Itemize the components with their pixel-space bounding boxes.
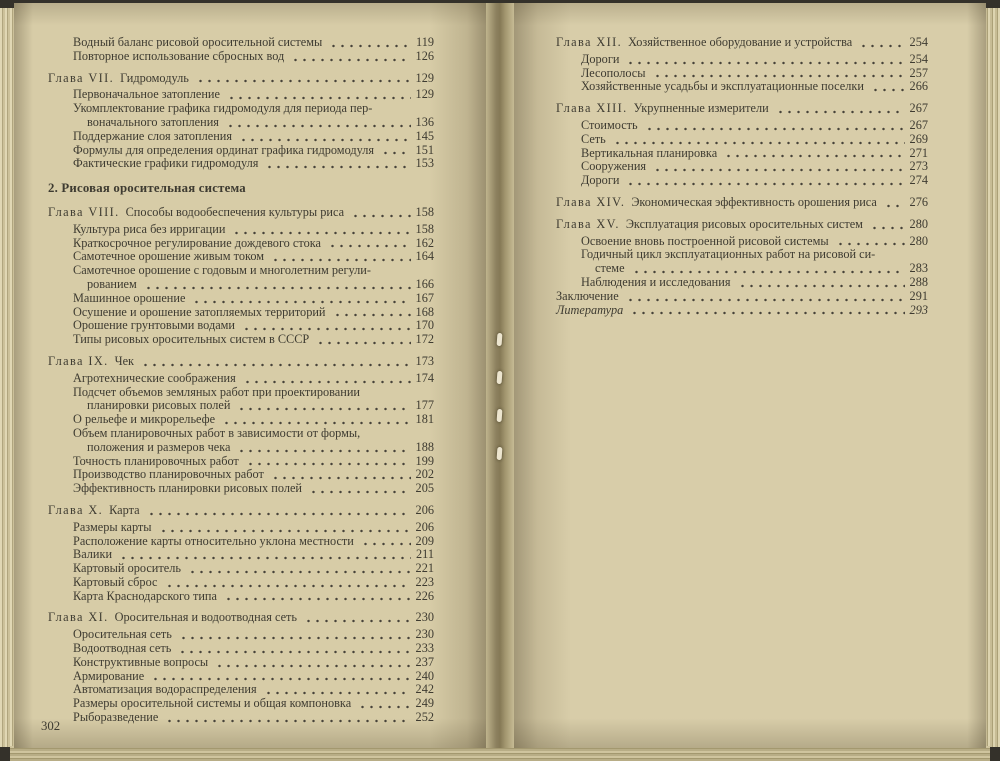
toc-right-column bbox=[556, 36, 928, 317]
dot-leader bbox=[178, 650, 410, 654]
toc-entry bbox=[48, 656, 434, 670]
right-page bbox=[514, 3, 986, 748]
stitch-mark bbox=[497, 409, 503, 422]
entry-page-number: 158 bbox=[415, 204, 434, 219]
toc-entry bbox=[48, 468, 434, 482]
entry-title: Дороги bbox=[581, 51, 620, 66]
toc-entry bbox=[48, 306, 434, 320]
dot-leader bbox=[309, 490, 411, 494]
dot-leader bbox=[179, 636, 411, 640]
dot-leader bbox=[237, 407, 410, 411]
dot-leader bbox=[271, 258, 411, 262]
entry-page-number: 276 bbox=[909, 194, 928, 209]
entry-title: Оросительная и водоотводная сеть bbox=[114, 610, 298, 625]
toc-entry bbox=[556, 147, 928, 161]
toc-chapter-entry bbox=[48, 206, 434, 220]
entry-title: Культура риса без ирригации bbox=[73, 221, 226, 236]
entry-title: Повторное использование сбросных вод bbox=[73, 48, 285, 63]
entry-page-number: 230 bbox=[415, 627, 434, 642]
entry-title: Гидромодуль bbox=[120, 70, 189, 85]
entry-title: Укрупненные измерители bbox=[633, 101, 769, 116]
entry-page-number: 252 bbox=[415, 710, 434, 725]
entry-title: Типы рисовых оросительных систем в СССР bbox=[73, 332, 310, 347]
entry-title: Лесополосы bbox=[581, 65, 646, 80]
entry-title: Расположение карты относительно уклона местности bbox=[73, 533, 354, 548]
entry-page-number: 145 bbox=[415, 128, 434, 143]
entry-title: Сооружения bbox=[581, 159, 647, 174]
toc-entry bbox=[48, 250, 434, 264]
page-edge-left bbox=[0, 8, 14, 747]
entry-title: Конструктивные вопросы bbox=[73, 654, 209, 669]
toc-chapter-entry bbox=[556, 196, 928, 210]
toc-entry bbox=[48, 386, 434, 400]
toc-entry bbox=[556, 290, 928, 304]
dot-leader bbox=[226, 124, 411, 128]
entry-title: Водный баланс рисовой оросительной системы bbox=[73, 35, 323, 49]
toc-entry bbox=[556, 119, 928, 133]
dot-leader bbox=[884, 204, 905, 208]
entry-page-number: 230 bbox=[415, 610, 434, 625]
toc-entry bbox=[556, 262, 928, 276]
dot-leader bbox=[243, 380, 411, 384]
entry-page-number: 267 bbox=[909, 101, 928, 116]
dot-leader bbox=[264, 691, 411, 695]
entry-title: Армирование bbox=[73, 668, 145, 683]
dot-leader bbox=[304, 619, 411, 623]
entry-title: Рыборазведение bbox=[73, 710, 159, 725]
entry-title: Автоматизация водораспределения bbox=[73, 682, 257, 697]
entry-page-number: 202 bbox=[415, 467, 434, 482]
entry-page-number: 158 bbox=[415, 221, 434, 236]
entry-page-number: 240 bbox=[415, 668, 434, 683]
entry-page-number: 233 bbox=[415, 641, 434, 656]
dot-leader bbox=[119, 556, 411, 560]
toc-entry bbox=[48, 399, 434, 413]
dot-leader bbox=[141, 363, 411, 367]
entry-title: Способы водообеспечения культуры риса bbox=[125, 204, 345, 219]
toc-entry bbox=[48, 482, 434, 496]
dot-leader bbox=[242, 327, 411, 331]
toc-entry bbox=[48, 413, 434, 427]
dot-leader bbox=[361, 542, 411, 546]
entry-page-number: 209 bbox=[415, 533, 434, 548]
book-gutter bbox=[486, 3, 514, 748]
entry-title: Размеры карты bbox=[73, 519, 152, 534]
entry-title: Самотечное орошение с годовым и многолетним регули- bbox=[73, 263, 371, 278]
entry-page-number: 174 bbox=[415, 370, 434, 385]
dot-leader bbox=[645, 127, 905, 131]
toc-entry bbox=[556, 67, 928, 81]
toc-entry bbox=[556, 235, 928, 249]
entry-page-number: 221 bbox=[415, 561, 434, 576]
toc-entry bbox=[48, 628, 434, 642]
dot-leader bbox=[222, 421, 410, 425]
toc-chapter-entry bbox=[48, 504, 434, 518]
page-number: 302 bbox=[41, 719, 61, 733]
entry-page-number: 188 bbox=[415, 439, 434, 454]
toc-entry bbox=[48, 441, 434, 455]
dot-leader bbox=[232, 231, 410, 235]
entry-page-number: 266 bbox=[909, 79, 928, 94]
chapter-label: Глава VIII. bbox=[48, 204, 120, 219]
entry-title: Хозяйственное оборудование и устройства bbox=[628, 35, 853, 49]
entry-page-number: 254 bbox=[909, 51, 928, 66]
entry-page-number: 280 bbox=[909, 233, 928, 248]
chapter-label: Глава VII. bbox=[48, 70, 115, 85]
entry-title: Агротехнические соображения bbox=[73, 370, 236, 385]
entry-title: воначального затопления bbox=[87, 114, 219, 129]
entry-page-number: 267 bbox=[909, 117, 928, 132]
dot-leader bbox=[271, 476, 411, 480]
dot-leader bbox=[776, 110, 905, 114]
entry-title: Краткосрочное регулирование дождевого стока bbox=[73, 235, 321, 250]
toc-chapter-entry bbox=[48, 72, 434, 86]
entry-title: Литература bbox=[556, 302, 624, 317]
dot-leader bbox=[147, 512, 411, 516]
dot-leader bbox=[836, 242, 905, 246]
entry-page-number: 237 bbox=[415, 654, 434, 669]
dot-leader bbox=[215, 664, 410, 668]
dot-leader bbox=[613, 141, 905, 145]
entry-title: Поддержание слоя затопления bbox=[73, 128, 233, 143]
dot-leader bbox=[192, 300, 410, 304]
dot-leader bbox=[871, 88, 905, 92]
entry-title: Эффективность планировки рисовых полей bbox=[73, 481, 302, 496]
entry-page-number: 129 bbox=[415, 70, 434, 85]
toc-chapter-entry bbox=[556, 218, 928, 232]
toc-entry bbox=[48, 562, 434, 576]
chapter-label: Глава XIII. bbox=[556, 101, 628, 116]
toc-entry bbox=[48, 144, 434, 158]
dot-leader bbox=[188, 570, 411, 574]
toc-entry bbox=[48, 711, 434, 725]
toc-entry bbox=[48, 116, 434, 130]
dot-leader bbox=[165, 719, 410, 723]
entry-title: Производство планировочных работ bbox=[73, 467, 264, 482]
entry-title: Заключение bbox=[556, 288, 619, 303]
entry-title: Оросительная сеть bbox=[73, 627, 172, 642]
entry-page-number: 119 bbox=[416, 35, 434, 49]
toc-entry bbox=[556, 276, 928, 290]
dot-leader bbox=[328, 244, 411, 248]
entry-page-number: 271 bbox=[909, 145, 928, 160]
toc-entry bbox=[48, 670, 434, 684]
entry-title: Укомплектование графика гидромодуля для периода пер- bbox=[73, 101, 373, 116]
page-edge-right bbox=[986, 8, 1000, 747]
entry-page-number: 242 bbox=[415, 682, 434, 697]
entry-page-number: 170 bbox=[415, 318, 434, 333]
entry-title: Водоотводная сеть bbox=[73, 641, 172, 656]
toc-entry bbox=[556, 53, 928, 67]
entry-page-number: 283 bbox=[909, 261, 928, 276]
toc-entry bbox=[48, 102, 434, 116]
dot-leader bbox=[237, 449, 410, 453]
dot-leader bbox=[246, 462, 411, 466]
entry-page-number: 288 bbox=[909, 274, 928, 289]
entry-page-number: 173 bbox=[415, 353, 434, 368]
entry-page-number: 211 bbox=[416, 547, 434, 562]
entry-page-number: 172 bbox=[415, 332, 434, 347]
entry-title: Орошение грунтовыми водами bbox=[73, 318, 236, 333]
dot-leader bbox=[626, 298, 905, 302]
toc-entry bbox=[48, 683, 434, 697]
toc-entry bbox=[48, 157, 434, 171]
dot-leader bbox=[632, 270, 905, 274]
toc-entry bbox=[556, 160, 928, 174]
toc-entry bbox=[556, 248, 928, 262]
entry-title: Чек bbox=[114, 353, 135, 368]
stitch-mark bbox=[497, 371, 503, 384]
toc-entry bbox=[48, 372, 434, 386]
toc-entry bbox=[48, 521, 434, 535]
entry-page-number: 254 bbox=[909, 35, 928, 49]
entry-title: Экономическая эффективность орошения риса bbox=[631, 194, 877, 209]
toc-entry bbox=[48, 427, 434, 441]
entry-page-number: 199 bbox=[415, 453, 434, 468]
dot-leader bbox=[265, 165, 410, 169]
chapter-label: Глава XIV. bbox=[556, 194, 626, 209]
dot-leader bbox=[333, 313, 411, 317]
toc-entry bbox=[48, 576, 434, 590]
entry-title: Размеры оросительной системы и общая компоновка bbox=[73, 696, 352, 711]
dot-leader bbox=[144, 286, 411, 290]
entry-page-number: 153 bbox=[415, 156, 434, 171]
entry-page-number: 280 bbox=[909, 216, 928, 231]
toc-entry bbox=[48, 455, 434, 469]
chapter-label: Глава XI. bbox=[48, 610, 109, 625]
toc-entry bbox=[48, 278, 434, 292]
entry-title: Наблюдения и исследования bbox=[581, 274, 731, 289]
entry-title: Первоначальное затопление bbox=[73, 87, 220, 102]
chapter-label: Глава XII. bbox=[556, 35, 623, 49]
chapter-label: Глава IX. bbox=[48, 353, 109, 368]
toc-chapter-entry bbox=[48, 355, 434, 369]
entry-title: рованием bbox=[87, 276, 137, 291]
entry-page-number: 126 bbox=[415, 48, 434, 63]
toc-entry bbox=[48, 642, 434, 656]
dot-leader bbox=[358, 705, 410, 709]
entry-title: Картовый ороситель bbox=[73, 561, 181, 576]
toc-entry bbox=[48, 264, 434, 278]
entry-title: Фактические графики гидромодуля bbox=[73, 156, 259, 171]
entry-title: О рельефе и микрорельефе bbox=[73, 412, 216, 427]
toc-entry bbox=[48, 548, 434, 562]
entry-title: 2. Рисовая оросительная система bbox=[48, 181, 246, 196]
entry-title: Валики bbox=[73, 547, 113, 562]
toc-entry bbox=[48, 590, 434, 604]
entry-page-number: 136 bbox=[415, 114, 434, 129]
entry-page-number: 181 bbox=[415, 412, 434, 427]
entry-title: стеме bbox=[595, 261, 625, 276]
entry-page-number: 274 bbox=[909, 173, 928, 188]
entry-title: положения и размеров чека bbox=[87, 439, 231, 454]
toc-entry bbox=[48, 36, 434, 50]
entry-title: Формулы для определения ординат графика гидромодуля bbox=[73, 142, 375, 157]
toc-chapter-entry bbox=[556, 36, 928, 50]
dot-leader bbox=[859, 44, 904, 48]
toc-entry bbox=[48, 535, 434, 549]
entry-title: Стоимость bbox=[581, 117, 638, 132]
entry-page-number: 206 bbox=[415, 502, 434, 517]
dot-leader bbox=[227, 96, 411, 100]
entry-page-number: 293 bbox=[909, 302, 928, 317]
entry-title: планировки рисовых полей bbox=[87, 398, 231, 413]
entry-page-number: 205 bbox=[415, 481, 434, 496]
toc-entry bbox=[48, 130, 434, 144]
entry-page-number: 257 bbox=[909, 65, 928, 80]
dot-leader bbox=[870, 226, 905, 230]
entry-page-number: 249 bbox=[415, 696, 434, 711]
toc-entry bbox=[48, 88, 434, 102]
dot-leader bbox=[196, 79, 411, 83]
entry-title: Карта Краснодарского типа bbox=[73, 588, 217, 603]
entry-title: Вертикальная планировка bbox=[581, 145, 718, 160]
entry-title: Машинное орошение bbox=[73, 290, 186, 305]
dot-leader bbox=[653, 74, 905, 78]
entry-title: Сеть bbox=[581, 131, 606, 146]
entry-page-number: 162 bbox=[415, 235, 434, 250]
dot-leader bbox=[291, 58, 410, 62]
dot-leader bbox=[626, 61, 904, 65]
dot-leader bbox=[381, 151, 411, 155]
entry-page-number: 269 bbox=[909, 131, 928, 146]
entry-title: Подсчет объемов земляных работ при проектировании bbox=[73, 384, 360, 399]
dot-leader bbox=[653, 168, 904, 172]
entry-title: Самотечное орошение живым током bbox=[73, 249, 265, 264]
entry-title: Объем планировочных работ в зависимости от формы, bbox=[73, 425, 361, 440]
entry-page-number: 226 bbox=[415, 588, 434, 603]
entry-title: Точность планировочных работ bbox=[73, 453, 239, 468]
entry-page-number: 129 bbox=[415, 87, 434, 102]
dot-leader bbox=[239, 138, 411, 142]
dot-leader bbox=[626, 182, 904, 186]
toc-left-column bbox=[48, 36, 434, 725]
entry-page-number: 291 bbox=[909, 288, 928, 303]
dot-leader bbox=[630, 311, 904, 315]
entry-title: Осушение и орошение затопляемых территорий bbox=[73, 304, 326, 319]
toc-entry bbox=[48, 237, 434, 251]
toc-entry bbox=[48, 50, 434, 64]
toc-entry bbox=[48, 333, 434, 347]
stitch-mark bbox=[497, 333, 503, 346]
dot-leader bbox=[329, 44, 411, 48]
left-page bbox=[14, 3, 486, 748]
entry-title: Карта bbox=[109, 502, 140, 517]
chapter-label: Глава X. bbox=[48, 502, 104, 517]
entry-page-number: 167 bbox=[415, 290, 434, 305]
toc-entry bbox=[48, 223, 434, 237]
entry-title: Эксплуатация рисовых оросительных систем bbox=[625, 216, 863, 231]
entry-page-number: 166 bbox=[415, 276, 434, 291]
chapter-label: Глава XV. bbox=[556, 216, 620, 231]
page-edge-bottom bbox=[10, 746, 990, 761]
entry-page-number: 223 bbox=[415, 574, 434, 589]
entry-title: Дороги bbox=[581, 173, 620, 188]
toc-entry bbox=[556, 80, 928, 94]
dot-leader bbox=[724, 154, 904, 158]
toc-entry bbox=[48, 292, 434, 306]
toc-entry bbox=[48, 319, 434, 333]
entry-title: Освоение вновь построенной рисовой системы bbox=[581, 233, 829, 248]
open-book-spread bbox=[14, 3, 986, 748]
entry-page-number: 164 bbox=[415, 249, 434, 264]
toc-entry bbox=[556, 133, 928, 147]
entry-page-number: 177 bbox=[415, 398, 434, 413]
entry-page-number: 206 bbox=[415, 519, 434, 534]
toc-entry bbox=[556, 304, 928, 318]
entry-page-number: 168 bbox=[415, 304, 434, 319]
toc-chapter-entry bbox=[556, 102, 928, 116]
toc-section-heading bbox=[48, 182, 434, 196]
dot-leader bbox=[224, 597, 411, 601]
toc-entry bbox=[556, 174, 928, 188]
dot-leader bbox=[151, 677, 410, 681]
entry-page-number: 151 bbox=[415, 142, 434, 157]
stitch-mark bbox=[497, 447, 503, 460]
toc-entry bbox=[48, 697, 434, 711]
dot-leader bbox=[738, 284, 905, 288]
entry-title: Хозяйственные усадьбы и эксплуатационные поселки bbox=[581, 79, 864, 94]
dot-leader bbox=[316, 341, 410, 345]
toc-chapter-entry bbox=[48, 611, 434, 625]
entry-page-number: 273 bbox=[909, 159, 928, 174]
dot-leader bbox=[165, 584, 411, 588]
entry-title: Картовый сброс bbox=[73, 574, 158, 589]
dot-leader bbox=[159, 529, 411, 533]
dot-leader bbox=[351, 214, 411, 218]
entry-title: Годичный цикл эксплуатационных работ на рисовой си- bbox=[581, 247, 876, 262]
